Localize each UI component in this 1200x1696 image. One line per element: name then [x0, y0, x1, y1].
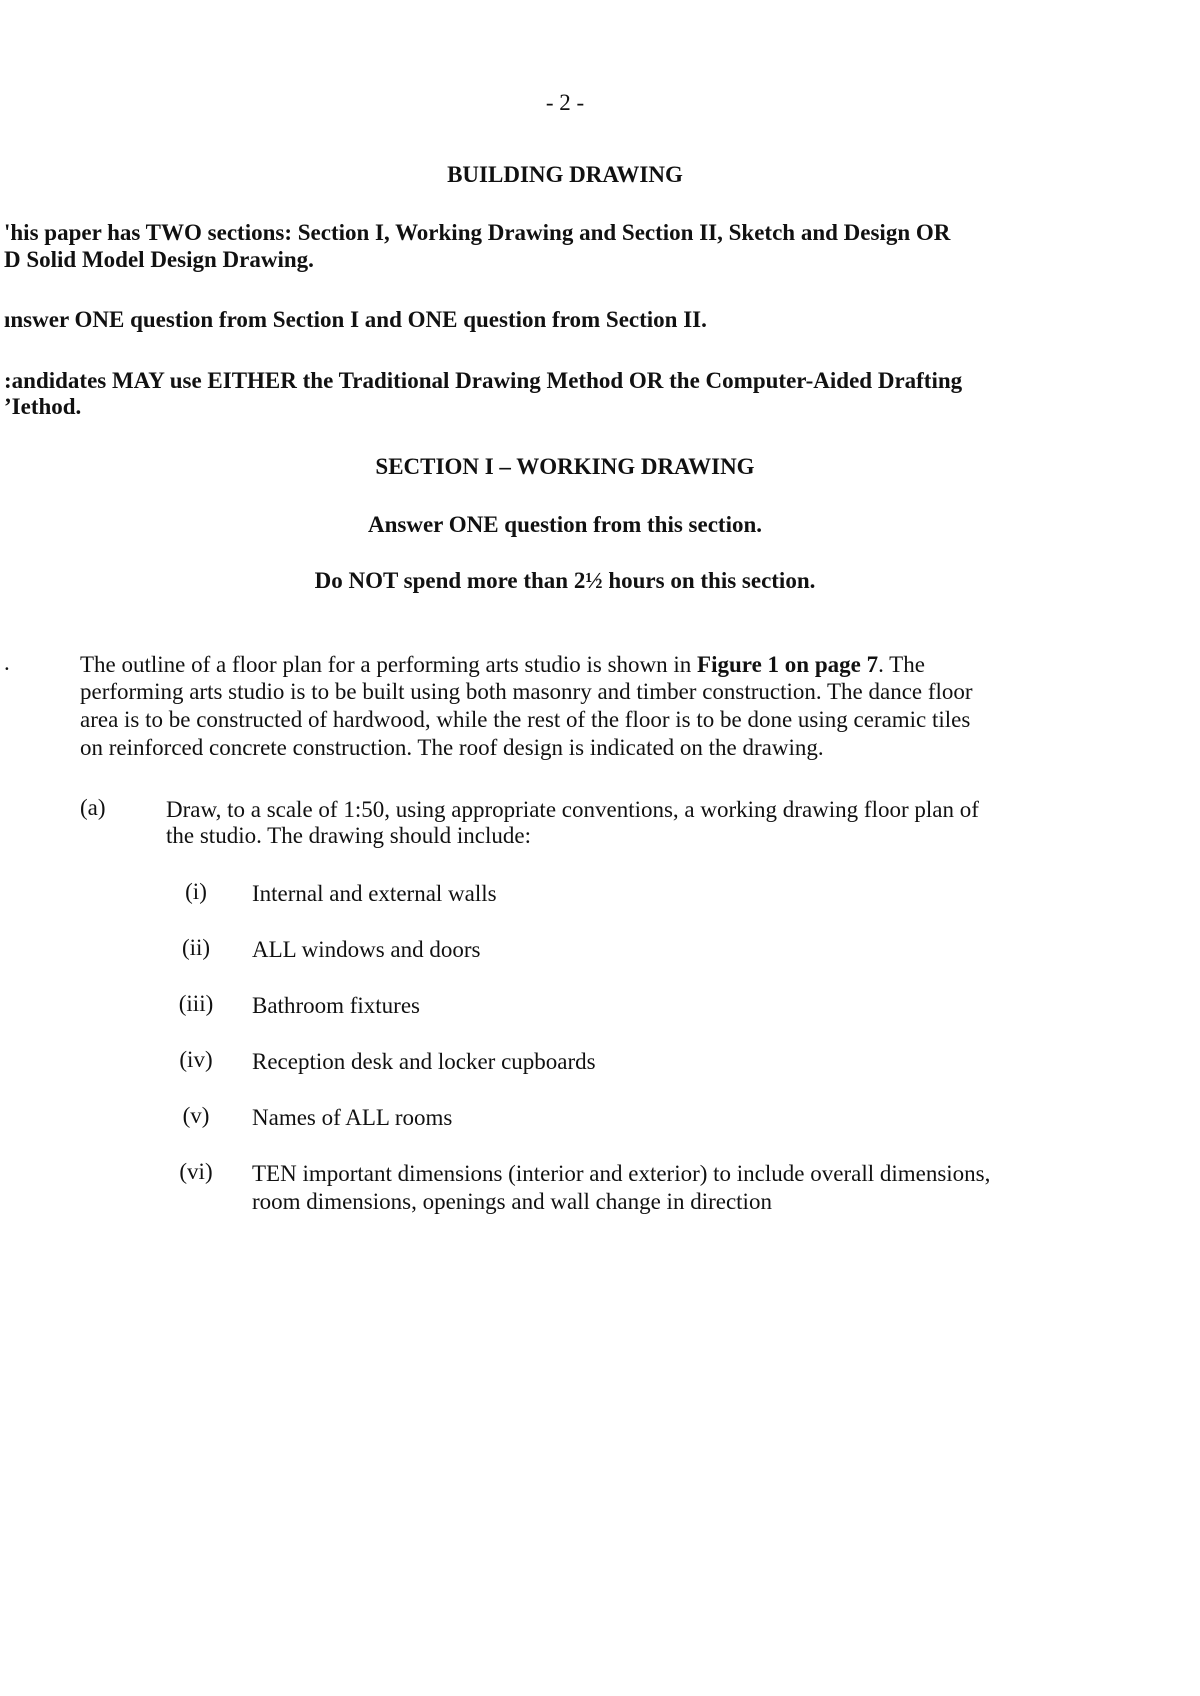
question-para-line-4: on reinforced concrete construction. The roof design is indicated on the drawing. — [80, 735, 824, 760]
section-heading: SECTION I – WORKING DRAWING — [375, 454, 755, 479]
item-number: (ii) — [181, 935, 211, 960]
part-a-line-1: Draw, to a scale of 1:50, using appropriate conventions, a working drawing floor plan of — [166, 797, 979, 822]
item-text: Reception desk and locker cupboards — [252, 1049, 596, 1074]
intro-line-3: ınswer ONE question from Section I and ONE question from Section II. — [4, 307, 707, 332]
question-para-line-1 — [80, 650, 925, 679]
item-number: (v) — [182, 1103, 210, 1128]
question-para-line-2: performing arts studio is to be built using both masonry and timber construction. The dance floor — [80, 679, 973, 704]
item-number: (vi) — [179, 1159, 213, 1184]
section-instruction-2: Do NOT spend more than 2½ hours on this section. — [314, 568, 816, 593]
page-title: BUILDING DRAWING — [447, 162, 683, 187]
intro-line-4: :andidates MAY use EITHER the Traditional Drawing Method OR the Computer-Aided Drafting — [4, 368, 963, 393]
item-number: (iii) — [178, 991, 214, 1016]
question-number: . — [4, 650, 10, 675]
question-para-line-1-c: . The — [878, 652, 925, 677]
intro-line-2: D Solid Model Design Drawing. — [4, 247, 314, 272]
section-instruction-1: Answer ONE question from this section. — [368, 512, 762, 537]
intro-line-5: ’Iethod. — [4, 394, 82, 419]
question-para-line-3: area is to be constructed of hardwood, while the rest of the floor is to be done using ceramic tiles — [80, 707, 971, 732]
intro-line-1: 'his paper has TWO sections: Section I, Working Drawing and Section II, Sketch and Design OR — [4, 220, 951, 245]
item-text: TEN important dimensions (interior and exterior) to include overall dimensions, — [252, 1161, 991, 1186]
question-para-line-1-a: The outline of a floor plan for a performing arts studio is shown in — [80, 652, 698, 677]
part-a-label: (a) — [80, 795, 106, 820]
item-number: (i) — [185, 879, 207, 904]
figure-reference: Figure 1 on page 7 — [697, 652, 879, 677]
part-a-line-2: the studio. The drawing should include: — [166, 823, 531, 848]
item-text: ALL windows and doors — [252, 937, 481, 962]
page-number: - 2 - — [545, 90, 585, 115]
item-text: Bathroom fixtures — [252, 993, 420, 1018]
item-number: (iv) — [179, 1047, 213, 1072]
item-text: Internal and external walls — [252, 881, 497, 906]
item-text-continued: room dimensions, openings and wall change in direction — [252, 1189, 772, 1214]
item-text: Names of ALL rooms — [252, 1105, 453, 1130]
